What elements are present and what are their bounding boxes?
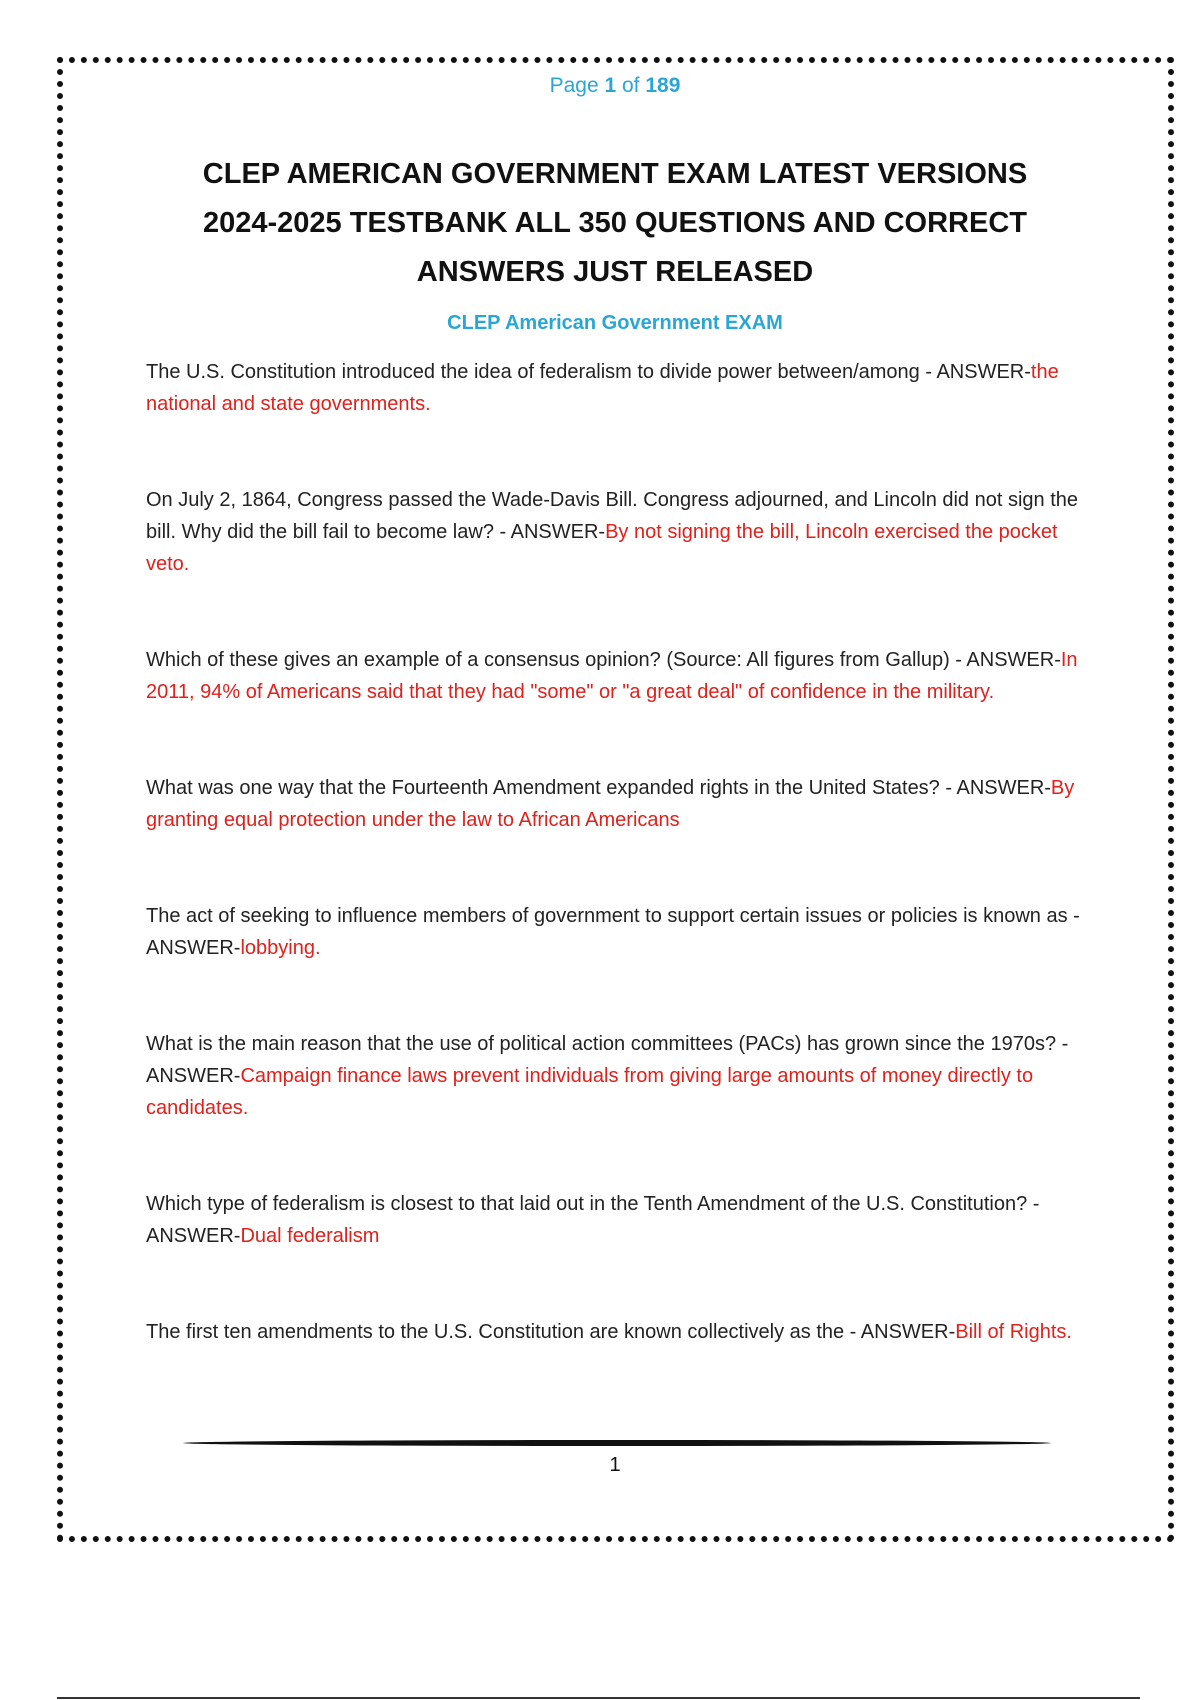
qa-item <box>146 484 1086 580</box>
qa-list <box>146 356 1086 1348</box>
answer-text: By granting equal protection under the law to African Americans <box>146 777 1075 831</box>
document-title: CLEP AMERICAN GOVERNMENT EXAM LATEST VERSIONS 2024-2025 TESTBANK ALL 350 QUESTIONS AND CORRECT ANSWERS JUST RELEASED <box>202 158 1028 288</box>
answer-text: Bill of Rights. <box>955 1321 1072 1343</box>
page-counter <box>0 74 1200 98</box>
page-counter-current: 1 <box>604 74 617 97</box>
qa-item <box>146 900 1086 964</box>
footer-divider <box>183 1440 1051 1446</box>
answer-text: By not signing the bill, Lincoln exercised the pocket veto. <box>146 521 1058 575</box>
page-counter-separator: of <box>616 74 646 97</box>
question-text: What is the main reason that the use of political action committees (PACs) has grown since the 1970s? - ANSWER- <box>146 1033 1069 1087</box>
qa-item <box>146 356 1086 420</box>
page-counter-total: 189 <box>645 74 681 97</box>
question-text: The U.S. Constitution introduced the idea of federalism to divide power between/among - ANSWER- <box>146 361 1031 383</box>
question-text: On July 2, 1864, Congress passed the Wade-Davis Bill. Congress adjourned, and Lincoln did not sign the bill. Why did the bill fail to become law? - ANSWER- <box>146 489 1079 543</box>
qa-item <box>146 644 1086 708</box>
qa-item <box>146 772 1086 836</box>
qa-item <box>146 1028 1086 1124</box>
qa-item <box>146 1188 1086 1252</box>
answer-text: the national and state governments. <box>146 361 1059 415</box>
question-text: Which type of federalism is closest to that laid out in the Tenth Amendment of the U.S. Constitution? - ANSWER- <box>146 1193 1040 1247</box>
page-counter-prefix: Page <box>549 74 605 97</box>
question-text: Which of these gives an example of a consensus opinion? (Source: All figures from Gallup) - ANSWER- <box>146 649 1061 671</box>
question-text: What was one way that the Fourteenth Amendment expanded rights in the United States? - ANSWER- <box>146 777 1051 799</box>
question-text: The first ten amendments to the U.S. Constitution are known collectively as the - ANSWER- <box>146 1321 956 1343</box>
answer-text: Campaign finance laws prevent individuals from giving large amounts of money directly to candidates. <box>146 1065 1034 1119</box>
qa-item <box>146 1316 1086 1348</box>
answer-text: Dual federalism <box>240 1225 380 1247</box>
answer-text: lobbying. <box>240 937 321 959</box>
document-subtitle: CLEP American Government EXAM <box>447 312 783 334</box>
answer-text: In 2011, 94% of Americans said that they had "some" or "a great deal" of confidence in the military. <box>146 649 1078 703</box>
question-text: The act of seeking to influence members of government to support certain issues or policies is known as - ANSWER- <box>146 905 1080 959</box>
footer-page-number: 1 <box>609 1454 621 1476</box>
next-page-edge <box>57 1697 1140 1699</box>
